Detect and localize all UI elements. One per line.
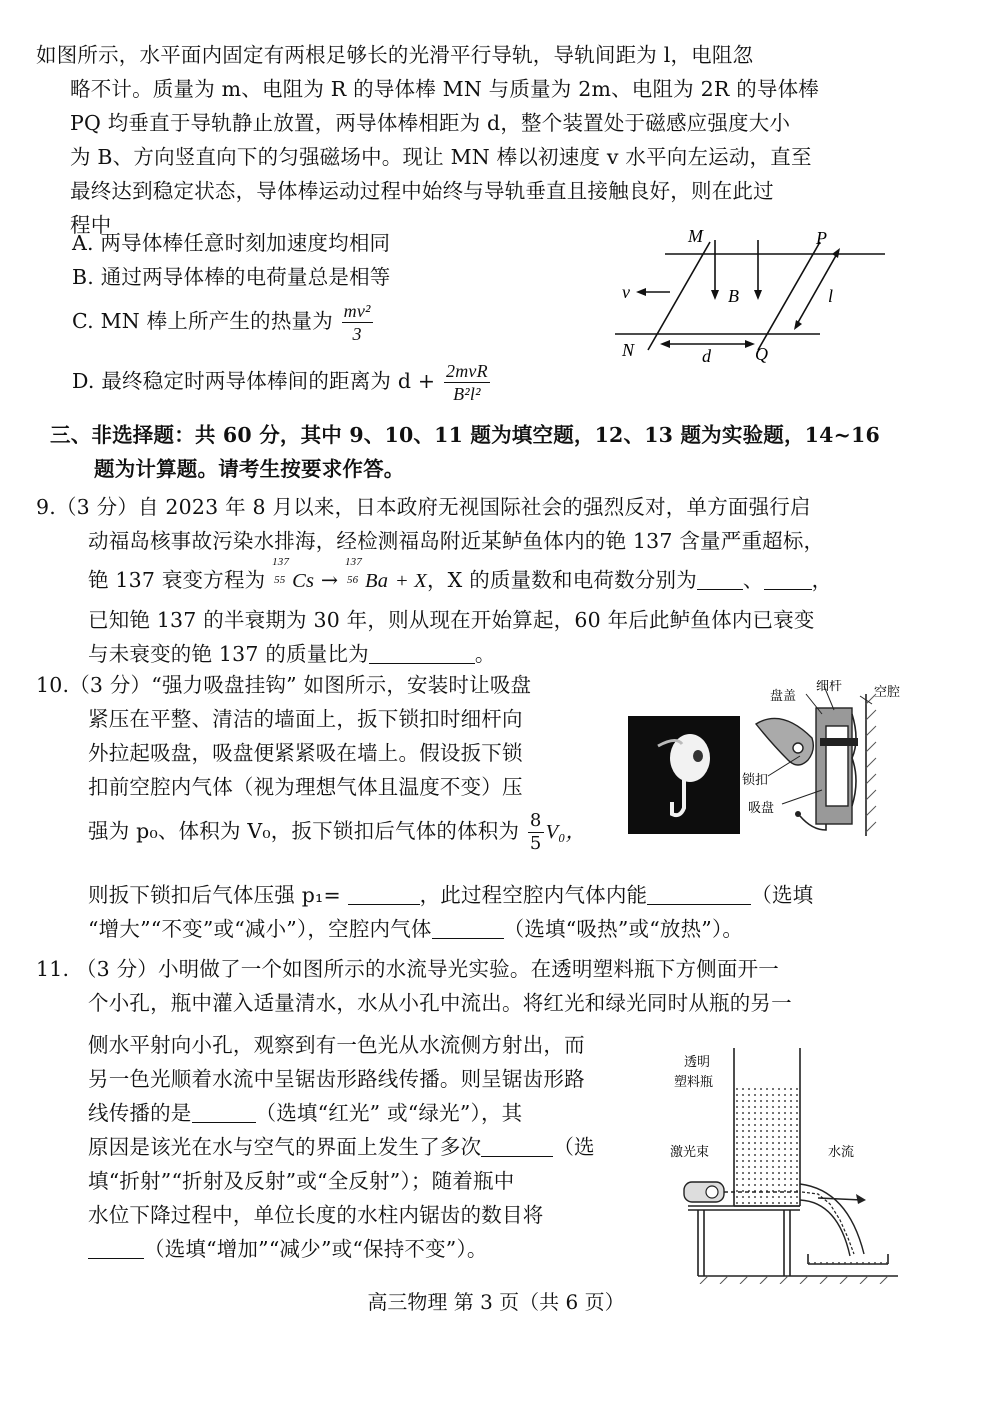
barium-atomic-number: 56 [346,574,359,586]
q9-comma: ， [811,568,833,592]
label-l: l [828,286,834,306]
question-11 [36,952,956,1020]
q11-blank-count[interactable] [88,1236,144,1259]
barium-mass-number: 137 [344,556,363,568]
label-n: N [622,340,635,360]
particle-x: + X [394,570,427,592]
q11-line-5 [88,1096,668,1130]
q9-line-1: 9.（3 分）自 2023 年 8 月以来，日本政府无视国际社会的强烈反对，单方面强行启 [36,495,811,519]
q11-blank-phenomenon[interactable] [481,1134,553,1157]
q11-line-6-prefix: 原因是该光在水与空气的界面上发生了多次 [88,1135,482,1159]
q9-line-5-text: 与未衰变的铯 137 的质量比为 [88,642,369,666]
q8-option-c-numerator: mv² [343,301,371,321]
q9-line-3-prefix: 铯 137 衰变方程为 [88,568,266,592]
barium-symbol: Ba [364,570,389,592]
label-d: d [702,346,711,366]
q9-line-4: 已知铯 137 的半衰期为 30 年，则从现在开始算起，60 年后此鲈鱼体内已衰变 [88,608,815,632]
q11-line-9-suffix: （选填“增加”“减少”或“保持不变”）。 [144,1237,488,1261]
section-3-line-2: 题为计算题。请考生按要求作答。 [94,457,405,481]
q10-fraction-numerator: 8 [529,810,542,831]
q8-line-4: 为 B、方向竖直向下的匀强磁场中。现让 MN 棒以初速度 v 水平向左运动，直至 [70,145,812,169]
q11-line-3: 侧水平射向小孔，观察到有一色光从水流侧方射出，而 [88,1033,585,1057]
label-v: v [622,282,630,302]
q10-blank-heat[interactable] [432,916,504,939]
q11-line-6 [88,1130,668,1164]
label-transparent: 透明 [684,1055,711,1070]
question-8 [36,38,956,242]
water-light-guide-diagram [668,1044,908,1284]
q8-line-3: PQ 均垂直于导轨静止放置，两导体棒相距为 d，整个装置处于磁感应强度大小 [70,111,791,135]
q11-line-1: 11. （3 分）小明做了一个如图所示的水流导光实验。在透明塑料瓶下方侧面开一 [36,957,779,981]
q11-line-6-suffix: （选 [553,1135,595,1159]
thin-rod-shape [820,738,858,746]
q9-line-2: 动福岛核事故污染水排海，经检测福岛附近某鲈鱼体内的铯 137 含量严重超标， [88,529,825,553]
q8-option-d-denominator: B²l² [453,384,481,404]
q10-line-6-prefix: 则扳下锁扣后气体压强 p₁= [88,883,341,907]
q10-line-3: 外拉起吸盘，吸盘便紧紧吸在墙上。假设扳下锁 [88,741,523,765]
q10-line-7-prefix: “增大”“不变”或“减小”），空腔内气体 [88,917,432,941]
q8-option-c-text: C. MN 棒上所产生的热量为 [72,309,333,333]
q8-option-d-text: D. 最终稳定时两导体棒间的距离为 d + [72,369,436,393]
q11-blank-color[interactable] [192,1100,256,1123]
cesium-atomic-number: 55 [274,574,286,586]
q8-line-6: 程中 [70,213,112,237]
q10-line-5-suffix: V₀， [545,821,587,843]
q11-line-7: 填“折射”“折射及反射”或“全反射”）；随着瓶中 [88,1169,515,1193]
q10-line-1: 10.（3 分）“强力吸盘挂钩” 如图所示，安装时让吸盘 [36,673,532,697]
q10-blank-internal-energy[interactable] [647,882,751,905]
label-disc-cover: 盘盖 [770,689,797,704]
page-footer: 高三物理 第 3 页（共 6 页） [367,1290,625,1314]
label-thin-rod: 细杆 [816,680,843,694]
q9-blank-mass-number[interactable] [697,567,743,590]
q10-blank-pressure[interactable] [348,882,420,905]
q10-line-5-text: 强为 p₀、体积为 V₀，扳下锁扣后气体的体积为 [88,819,520,843]
q9-blank-mass-ratio[interactable] [369,641,475,664]
label-p: P [816,228,827,248]
q10-volume-fraction [528,810,544,855]
q8-option-b: B. 通过两导体棒的电荷量总是相等 [72,265,391,289]
q8-line-1: 如图所示，水平面内固定有两根足够长的光滑平行导轨，导轨间距为 l，电阻忽 [36,43,754,67]
q11-line-5-prefix: 线传播的是 [88,1101,192,1125]
q10-line-6-suffix: （选填 [751,883,814,907]
cesium-mass-number: 137 [272,556,290,568]
q8-option-d-fraction [444,360,490,405]
q9-blank-charge-number[interactable] [764,567,812,590]
q11-line-5-suffix: （选填“红光” 或“绿光”），其 [255,1101,523,1125]
label-water-stream: 水流 [828,1145,855,1160]
q11-body [88,1028,668,1266]
label-q: Q [755,344,768,364]
label-suction-cup: 吸盘 [748,801,775,816]
q11-line-4: 另一色光顺着水流中呈锯齿形路线传播。则呈锯齿形路 [88,1067,585,1091]
cesium-nuclide [272,556,315,603]
question-9 [36,490,956,671]
q10-line-6-middle: ，此过程空腔内气体内能 [419,883,648,907]
q8-option-c-denominator: 3 [352,324,362,344]
q9-end: 。 [474,642,496,666]
label-m: M [688,226,703,246]
q8-rail-diagram [610,222,910,372]
label-laser-beam: 激光束 [670,1145,710,1160]
q10-line-7-suffix: （选填“吸热”或“放热”）。 [503,917,744,941]
q10-line-7 [88,912,968,946]
q8-line-2: 略不计。质量为 m、电阻为 R 的导体棒 MN 与质量为 2m、电阻为 2R 的导体棒 [70,77,819,101]
label-b: B [728,286,739,306]
suction-hook-diagram [742,680,914,840]
q8-option-a: A. 两导体棒任意时刻加速度均相同 [72,231,391,255]
q10-line-5 [36,804,636,859]
q9-line-3 [36,558,956,603]
q11-line-8: 水位下降过程中，单位长度的水柱内锯齿的数目将 [88,1203,544,1227]
cesium-symbol: Cs [292,570,315,592]
q8-option-d [72,360,632,405]
label-plastic-bottle: 塑料瓶 [674,1075,714,1090]
decay-arrow: → [320,568,339,592]
question-10 [36,668,636,859]
q8-option-d-numerator: 2mvR [446,361,488,381]
water-in-bottle [735,1084,799,1205]
q11-line-9 [88,1232,668,1266]
hook-photo [628,716,740,834]
q8-option-c-fraction [342,300,373,345]
q11-line-2: 个小孔，瓶中灌入适量清水，水从小孔中流出。将红光和绿光同时从瓶的另一 [88,991,792,1015]
q10-line-6 [88,878,968,912]
lock-buckle-shape [756,718,813,765]
label-lock-buckle: 锁扣 [742,773,769,788]
section-3-line-1: 三、非选择题：共 60 分，其中 9、10、11 题为填空题，12、13 题为实验题，14~16 [50,423,880,447]
section-3-heading [50,418,960,486]
barium-nuclide [344,556,389,603]
hook-photo-drawing [628,716,740,834]
q8-line-5: 最终达到稳定状态，导体棒运动过程中始终与导轨垂直且接触良好，则在此过 [70,179,774,203]
q9-line-3-suffix: ，X 的质量数和电荷数分别为 [426,568,697,592]
q10-line-2: 紧压在平整、清洁的墙面上，扳下锁扣时细杆向 [88,707,523,731]
q10-line-4: 扣前空腔内气体（视为理想气体且温度不变）压 [88,775,523,799]
q9-separator: 、 [742,568,764,592]
q10-fraction-denominator: 5 [529,833,542,854]
q8-option-c [72,300,592,345]
q9-line-5 [36,637,956,671]
label-cavity: 空腔 [874,685,901,700]
